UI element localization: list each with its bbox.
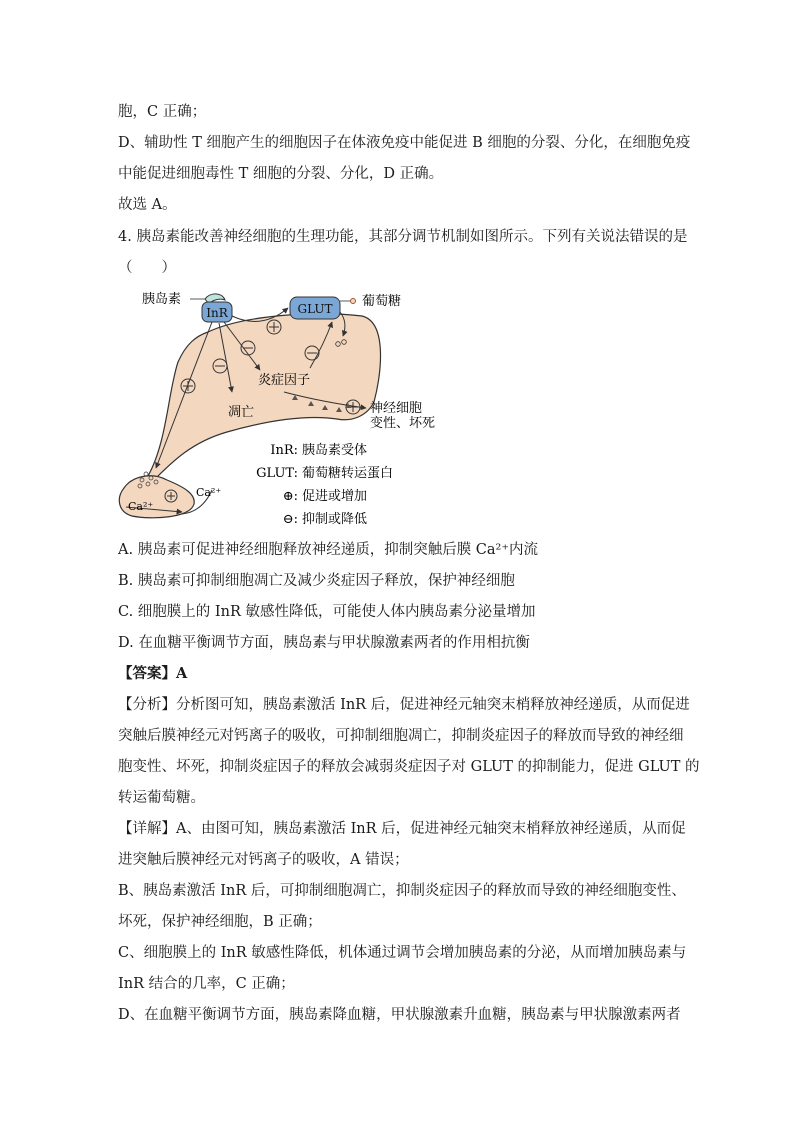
option-c: C. 细胞膜上的 InR 敏感性降低，可能使人体内胰岛素分泌量增加 — [118, 604, 536, 620]
option-a: A. 胰岛素可促进神经细胞释放神经递质，抑制突触后膜 Ca²⁺内流 — [118, 542, 539, 558]
plus-icon — [267, 320, 281, 334]
legend-key: InR: — [270, 443, 298, 458]
detail-line: 进突触后膜神经元对钙离子的吸收，A 错误； — [118, 852, 409, 868]
detail-line: 【详解】A、由图可知，胰岛素激活 InR 后，促进神经元轴突末梢释放神经递质，从而促 — [118, 821, 686, 837]
ca-inside-label: Ca²⁺ — [128, 500, 154, 513]
detail-line: C、细胞膜上的 InR 敏感性降低，机体通过调节会增加胰岛素的分泌，从而增加胰岛素与 — [118, 945, 687, 961]
detail-line: D、在血糖平衡调节方面，胰岛素降血糖，甲状腺激素升血糖，胰岛素与甲状腺激素两者 — [118, 1007, 681, 1023]
question-blank: （ ） — [118, 260, 176, 276]
analysis-line: 【分析】分析图可知，胰岛素激活 InR 后，促进神经元轴突末梢释放神经递质，从而促进 — [118, 697, 690, 713]
inr-label: InR — [206, 306, 228, 320]
answer: 【答案】A — [118, 665, 188, 682]
legend-value: 抑制或降低 — [302, 512, 368, 527]
legend-key: ⊕: — [282, 489, 298, 504]
insulin-label: 胰岛素 — [142, 292, 182, 307]
question-stem: 4. 胰岛素能改善神经细胞的生理功能，其部分调节机制如图所示。下列有关说法错误的是 — [118, 229, 688, 245]
text-line: D、辅助性 T 细胞产生的细胞因子在体液免疫中能促进 B 细胞的分裂、分化，在细胞免疫 — [118, 135, 691, 151]
glut-label: GLUT — [297, 302, 333, 316]
legend-key: GLUT: — [256, 466, 298, 481]
detail-line: 坏死，保护神经细胞，B 正确； — [118, 914, 322, 930]
neuron-label-1: 神经细胞 — [370, 401, 423, 416]
plus-icon — [181, 379, 195, 393]
analysis-line: 胞变性、坏死，抑制炎症因子的释放会减弱炎症因子对 GLUT 的抑制能力，促进 GLUT 的 — [118, 759, 700, 775]
option-b: B. 胰岛素可抑制细胞凋亡及减少炎症因子释放，保护神经细胞 — [118, 573, 515, 589]
glucose-label: 葡萄糖 — [362, 294, 402, 309]
regulation-diagram — [112, 282, 452, 528]
analysis-line: 突触后膜神经元对钙离子的吸收，可抑制细胞凋亡，抑制炎症因子的释放而导致的神经细 — [118, 728, 684, 744]
option-d: D. 在血糖平衡调节方面，胰岛素与甲状腺激素两者的作用相抗衡 — [118, 635, 530, 651]
ca-outside-label: Ca²⁺ — [196, 486, 222, 499]
text-line: 故选 A。 — [118, 197, 177, 213]
text-line: 中能促进细胞毒性 T 细胞的分裂、分化，D 正确。 — [118, 166, 444, 182]
legend-value: 葡萄糖转运蛋白 — [302, 466, 394, 481]
detail-line: B、胰岛素激活 InR 后，可抑制细胞凋亡，抑制炎症因子的释放而导致的神经细胞变性、 — [118, 883, 686, 899]
neuron-label-2: 变性、坏死 — [370, 416, 436, 431]
legend-value: 促进或增加 — [302, 489, 368, 504]
text-line: 胞，C 正确； — [118, 104, 207, 120]
detail-line: InR 结合的几率，C 正确； — [118, 976, 295, 992]
glucose-molecule — [351, 299, 356, 304]
legend-value: 胰岛素受体 — [302, 443, 368, 458]
legend-key: ⊖: — [282, 512, 298, 527]
apoptosis-label: 凋亡 — [228, 405, 255, 420]
inflammatory-factor-label: 炎症因子 — [258, 373, 311, 388]
analysis-line: 转运葡萄糖。 — [118, 790, 205, 806]
